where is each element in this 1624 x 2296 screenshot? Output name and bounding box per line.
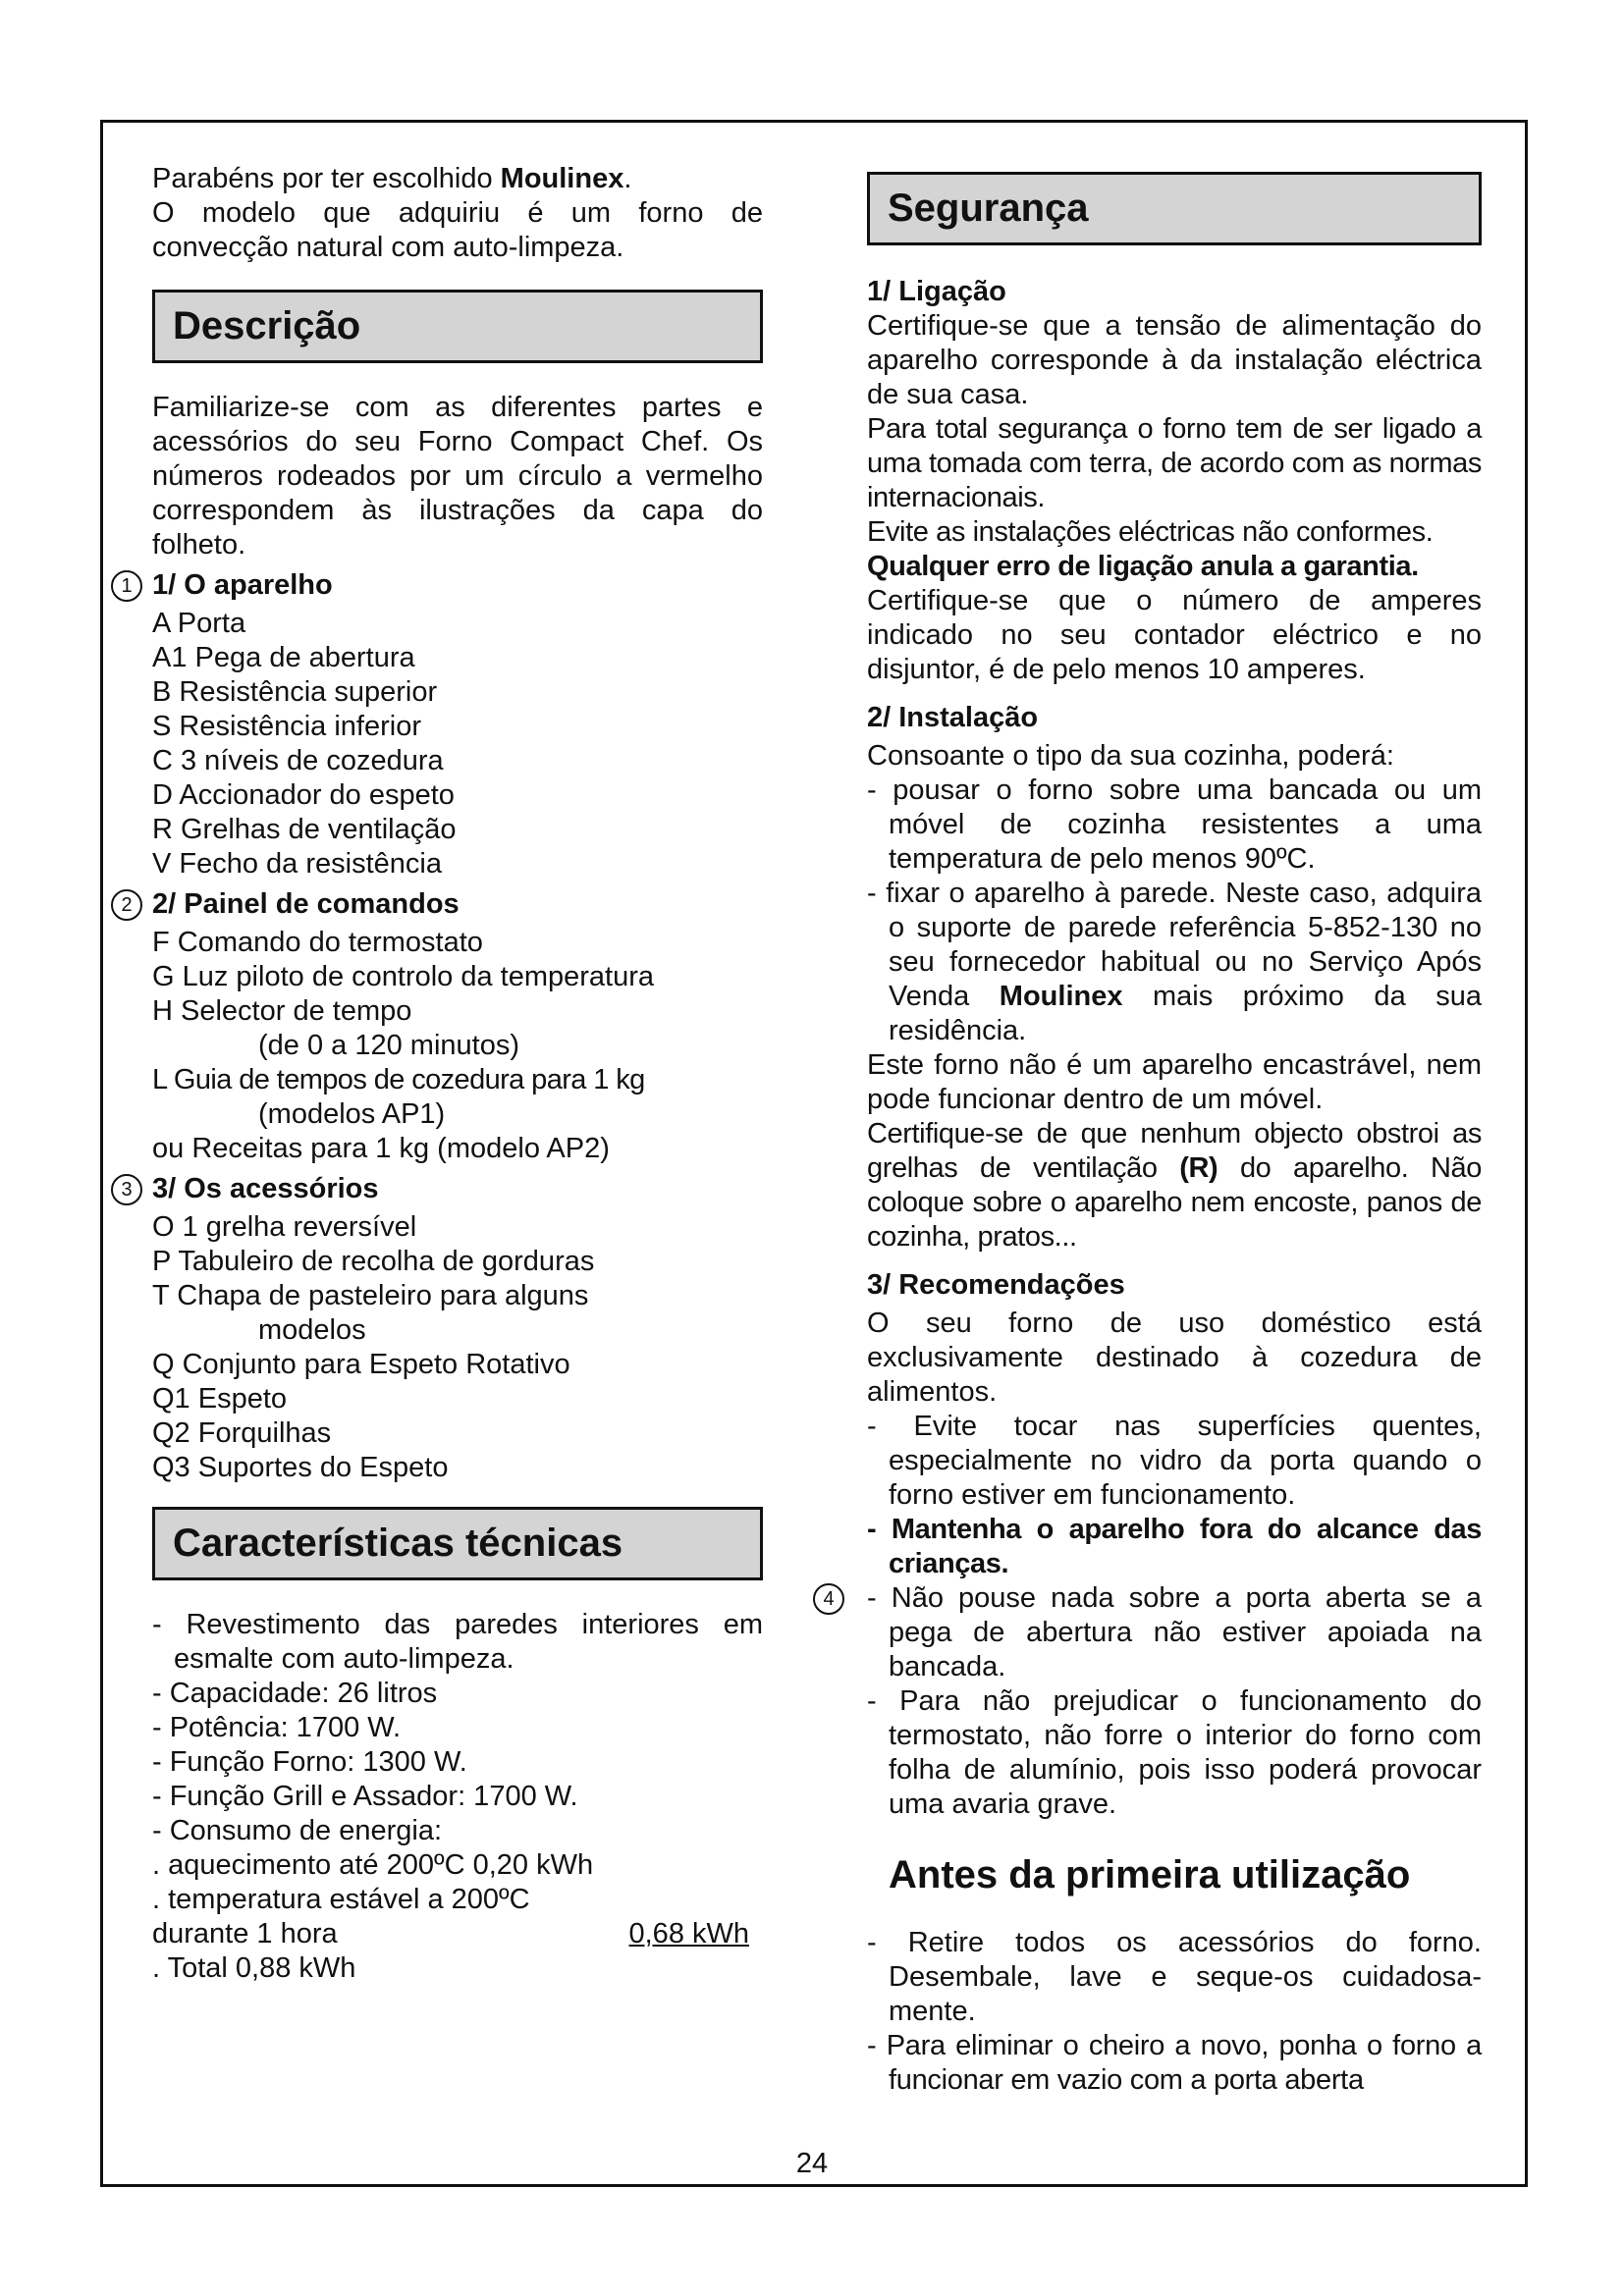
consumption-label: durante 1 hora [152, 1918, 338, 1949]
list-item: A1 Pega de abertura [152, 642, 415, 673]
list-item: G Luz piloto de controlo da temperatura [152, 961, 655, 992]
recomendacoes-item-4: - Para não prejudicar o funcionamento do termostato, não forre o interior do forno com folha de alumínio, pois isso poderá provocar uma avaria grave. [867, 1685, 1482, 1820]
list-item: F Comando do termostato [152, 927, 483, 958]
list-item: T Chapa de pasteleiro para alguns [152, 1280, 589, 1311]
ligacao-paragraph-4: Certifique-se que o número de amperes indicado no seu contador eléctrico e no disjuntor, é de pelo menos 10 amperes. [867, 585, 1482, 685]
circled-number-3: 3 [111, 1174, 142, 1205]
circled-number-2: 2 [111, 889, 142, 921]
subsection-heading-aparelho: 1 1/ O aparelho [152, 568, 763, 603]
list-item: modelos [258, 1314, 366, 1346]
section-heading-seguranca: Segurança [867, 172, 1482, 245]
aparelho-list [152, 607, 763, 881]
list-item: P Tabuleiro de recolha de gorduras [152, 1246, 595, 1277]
list-item: A Porta [152, 608, 246, 639]
page-number: 24 [795, 2148, 829, 2179]
list-item: O 1 grelha reversível [152, 1211, 417, 1243]
list-item: (modelos AP1) [258, 1098, 446, 1130]
list-item: S Resistência inferior [152, 711, 421, 742]
brand-name: Moulinex [999, 981, 1123, 1012]
ligacao-paragraph-2: Para total segurança o forno tem de ser ligado a uma tomada com terra, de acordo com as normas internacionais. [867, 413, 1482, 513]
list-item: Q3 Suportes do Espeto [152, 1452, 449, 1483]
brand-name: Moulinex [500, 163, 624, 194]
subsection-heading-recomendacoes: 3/ Recomendações [867, 1269, 1125, 1301]
list-item: D Accionador do espeto [152, 779, 455, 811]
left-column [121, 162, 763, 1986]
list-item: B Resistência superior [152, 676, 438, 708]
list-item: V Fecho da resistência [152, 848, 442, 880]
subsection-heading-acessorios: 3 3/ Os acessórios [152, 1172, 763, 1206]
list-item: - Função Grill e Assador: 1700 W. [152, 1781, 578, 1812]
section-heading-descricao: Descrição [152, 290, 763, 363]
list-item: . aquecimento até 200ºC 0,20 kWh [152, 1849, 594, 1881]
subsection-heading-painel: 2 2/ Painel de comandos [152, 887, 763, 922]
recomendacoes-item-1: - Evite tocar nas superfícies quentes, especialmente no vidro da porta quando o forno estiver em funcionamento. [867, 1411, 1482, 1511]
descricao-intro: Familiarize-se com as diferentes partes e acessórios do seu Forno Compact Chef. Os números rodeados por um círculo a vermelho correspondem às ilustrações da capa do folheto. [152, 392, 763, 561]
instalacao-item-2: - fixar o aparelho à parede. Neste caso, adquira o suporte de parede referência 5-852-130 no seu fornecedor habitual ou no Serviço Após Venda Moulinex mais próximo da sua residência. [867, 878, 1482, 1046]
caracteristicas-list [152, 1608, 763, 1986]
antes-item-2: - Para eliminar o cheiro a novo, ponha o forno a funcionar em vazio com a porta aberta [867, 2030, 1482, 2096]
list-item: . temperatura estável a 200ºC [152, 1884, 530, 1915]
list-item: - Função Forno: 1300 W. [152, 1746, 467, 1778]
list-item: - Revestimento das paredes interiores em esmalte com auto-limpeza. [152, 1609, 763, 1675]
circled-number-1: 1 [111, 570, 142, 602]
list-item: R Grelhas de ventilação [152, 814, 457, 845]
section-heading-caracteristicas: Características técnicas [152, 1507, 763, 1580]
acessorios-list [152, 1210, 763, 1485]
instalacao-intro: Consoante o tipo da sua cozinha, poderá: [867, 740, 1394, 772]
circled-number-4: 4 [813, 1583, 844, 1615]
list-item: ou Receitas para 1 kg (modelo AP2) [152, 1133, 610, 1164]
ligacao-paragraph-3: Evite as instalações eléctricas não conformes. [867, 516, 1434, 548]
intro-line-1: Parabéns por ter escolhido Moulinex. [152, 163, 632, 194]
list-item: - Potência: 1700 W. [152, 1712, 402, 1743]
instalacao-paragraph-2: Certifique-se de que nenhum objecto obstroi as grelhas de ventilação (R) do aparelho. Não coloque sobre o aparelho nem encoste, panos de cozinha, pratos... [867, 1118, 1482, 1253]
right-column [823, 172, 1482, 2098]
recomendacoes-item-2: - Mantenha o aparelho fora do alcance das crianças. [867, 1514, 1482, 1579]
ligacao-warning: Qualquer erro de ligação anula a garantia. [867, 551, 1419, 582]
subsection-heading-ligacao: 1/ Ligação [867, 276, 1006, 307]
consumption-row [152, 1917, 763, 1951]
instalacao-item-1: - pousar o forno sobre uma bancada ou um móvel de cozinha resistentes a uma temperatura de pelo menos 90ºC. [867, 774, 1482, 875]
ligacao-paragraph-1: Certifique-se que a tensão de alimentação do aparelho corresponde à da instalação eléctrica de sua casa. [867, 310, 1482, 410]
consumption-value: 0,68 kWh [628, 1918, 749, 1949]
list-item: - Consumo de energia: [152, 1815, 442, 1846]
recomendacoes-intro: O seu forno de uso doméstico está exclusivamente destinado à cozedura de alimentos. [867, 1308, 1482, 1408]
recomendacoes-item-3: 4 - Não pouse nada sobre a porta aberta se a pega de abertura não estiver apoiada na bancada. [867, 1581, 1482, 1684]
section-heading-antes: Antes da primeira utilização [889, 1853, 1411, 1896]
painel-list [152, 926, 763, 1166]
list-item: Q2 Forquilhas [152, 1417, 332, 1449]
instalacao-paragraph-1: Este forno não é um aparelho encastrável, nem pode funcionar dentro de um móvel. [867, 1049, 1482, 1115]
list-item: - Capacidade: 26 litros [152, 1678, 438, 1709]
list-item: H Selector de tempo [152, 995, 412, 1027]
list-item: . Total 0,88 kWh [152, 1952, 356, 1984]
intro-line-2: O modelo que adquiriu é um forno de convecção natural com auto-limpeza. [152, 197, 763, 263]
list-item: C 3 níveis de cozedura [152, 745, 444, 776]
list-item: L Guia de tempos de cozedura para 1 kg [152, 1064, 645, 1095]
list-item: Q1 Espeto [152, 1383, 288, 1415]
list-item: Q Conjunto para Espeto Rotativo [152, 1349, 570, 1380]
antes-item-1: - Retire todos os acessórios do forno. Desembale, lave e seque-os cuidadosa-mente. [867, 1927, 1482, 2027]
subsection-heading-instalacao: 2/ Instalação [867, 702, 1039, 733]
list-item: (de 0 a 120 minutos) [258, 1030, 519, 1061]
